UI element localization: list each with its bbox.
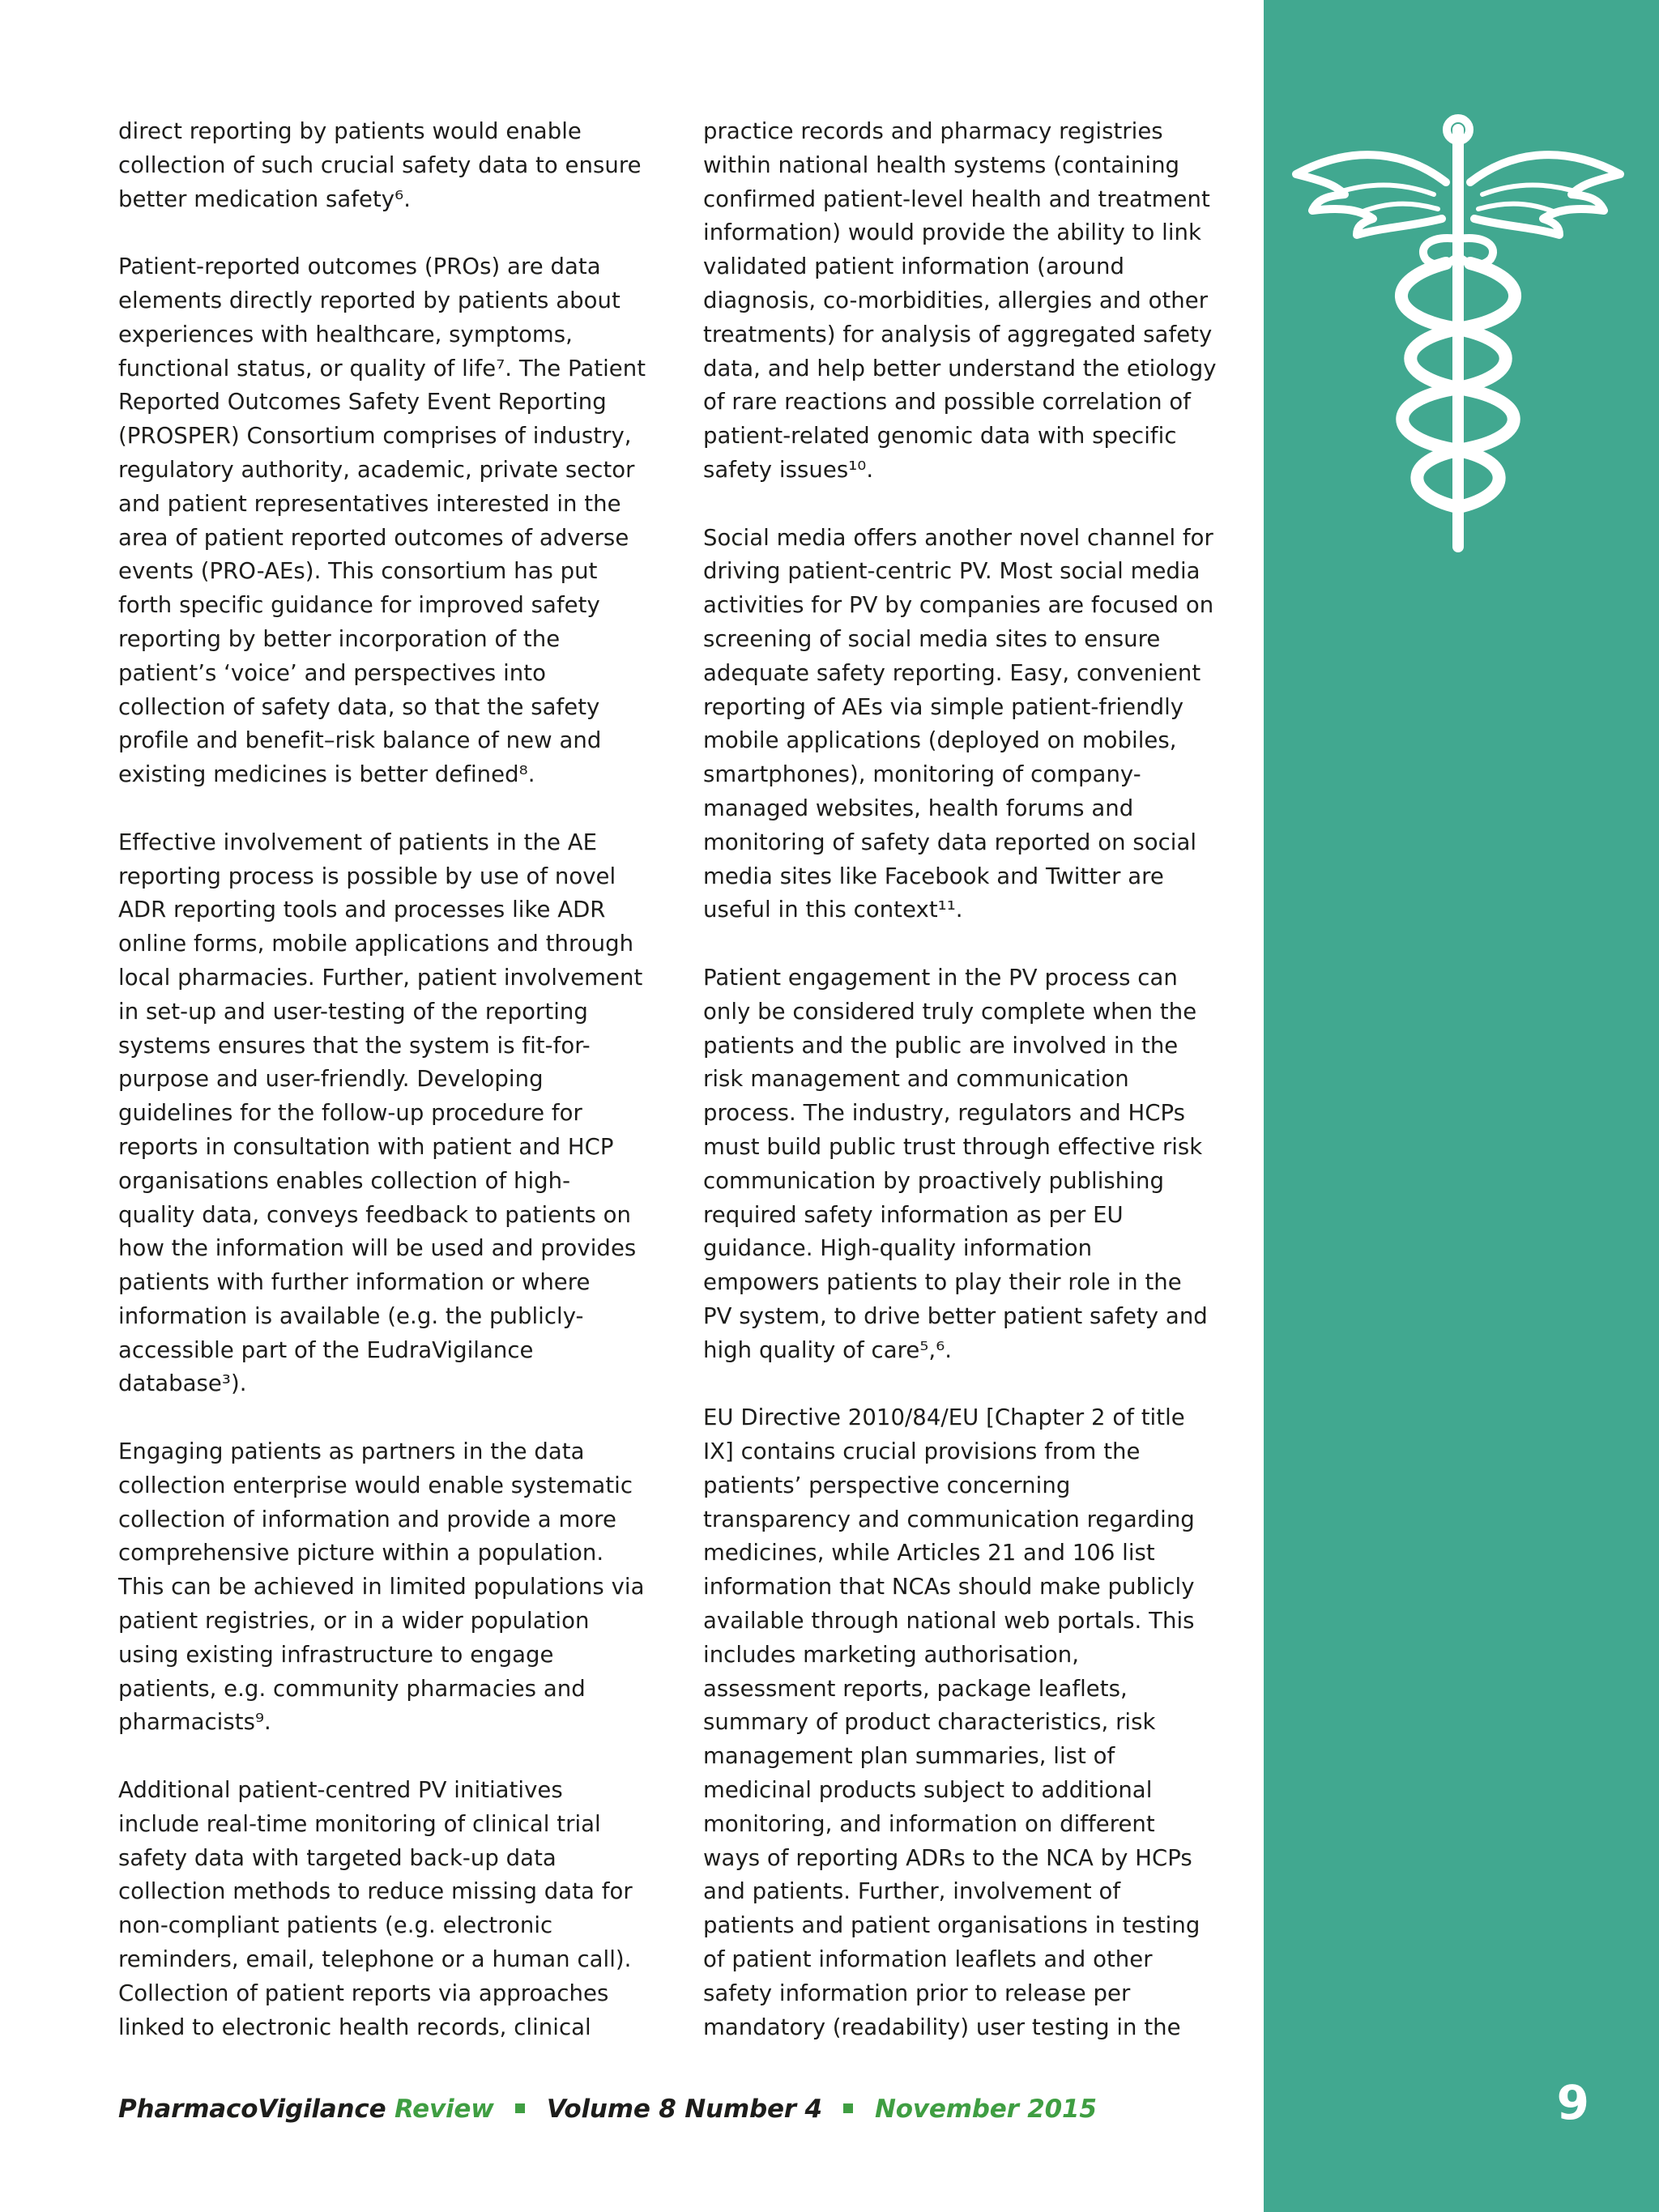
text-line: information) would provide the ability to link [703, 219, 1201, 246]
text-line: practice records and pharmacy registries [703, 118, 1163, 144]
text-line: patients and the public are involved in the [703, 1032, 1179, 1059]
text-line: within national health systems (containing [703, 151, 1180, 178]
text-line: forth specific guidance for improved safety [118, 592, 600, 619]
text-line: Patient-reported outcomes (PROs) are data [118, 254, 601, 280]
text-line: guidelines for the follow-up procedure for [118, 1100, 582, 1127]
text-line: systems ensures that the system is fit-for- [118, 1032, 591, 1059]
text-line: collection enterprise would enable systematic [118, 1472, 633, 1498]
right-paragraph [703, 1401, 1246, 2044]
text-line: pharmacists⁹. [118, 1709, 271, 1736]
text-line: medicinal products subject to additional [703, 1777, 1153, 1804]
text-line: collection of safety data, so that the safety [118, 693, 600, 720]
text-line: better medication safety⁶. [118, 185, 412, 212]
text-line: and patients. Further, involvement of [703, 1878, 1121, 1905]
text-line: of patient information leaflets and other [703, 1946, 1153, 1973]
text-line: high quality of care⁵,⁶. [703, 1336, 953, 1363]
text-line: regulatory authority, academic, private sector [118, 456, 635, 483]
right-paragraph [703, 522, 1246, 928]
text-line: profile and benefit–risk balance of new and [118, 727, 602, 754]
text-line: diagnosis, co-morbidities, allergies and other [703, 287, 1209, 313]
text-line: organisations enables collection of high- [118, 1167, 571, 1194]
text-line: mandatory (readability) user testing in the [703, 2014, 1181, 2040]
text-line: Effective involvement of patients in the AE [118, 829, 597, 855]
text-line: includes marketing authorisation, [703, 1641, 1080, 1668]
text-line: Patient engagement in the PV process can [703, 964, 1178, 991]
left-paragraph [118, 1435, 661, 1740]
square-bullet-icon [843, 2103, 853, 2113]
text-line: local pharmacies. Further, patient involvement [118, 964, 643, 991]
text-line: experiences with healthcare, symptoms, [118, 321, 573, 347]
text-line: patients’ perspective concerning [703, 1472, 1071, 1498]
journal-name: PharmacoVigilance [118, 2095, 386, 2124]
text-line: patient’s ‘voice’ and perspectives into [118, 659, 546, 686]
text-line: Reported Outcomes Safety Event Reporting [118, 389, 607, 416]
journal-review: Review [394, 2095, 494, 2124]
text-line: purpose and user-friendly. Developing [118, 1066, 544, 1093]
text-line: existing medicines is better defined⁸. [118, 761, 535, 788]
text-line: include real-time monitoring of clinical trial [118, 1810, 601, 1837]
text-line: smartphones), monitoring of company- [703, 761, 1141, 788]
text-line: reporting process is possible by use of novel [118, 863, 616, 889]
right-paragraph [703, 115, 1246, 488]
text-line: process. The industry, regulators and HCPs [703, 1100, 1186, 1127]
text-line: assessment reports, package leaflets, [703, 1675, 1128, 1702]
text-line: using existing infrastructure to engage [118, 1641, 554, 1668]
text-line: Engaging patients as partners in the data [118, 1438, 585, 1465]
text-line: ways of reporting ADRs to the NCA by HCPs [703, 1844, 1192, 1871]
text-line: quality data, conveys feedback to patients on [118, 1201, 632, 1228]
text-line: reporting of AEs via simple patient-friendly [703, 693, 1184, 720]
text-line: accessible part of the EudraVigilance [118, 1336, 534, 1363]
text-line: communication by proactively publishing [703, 1167, 1164, 1194]
text-line: safety information prior to release per [703, 1980, 1131, 2006]
text-line: safety issues¹⁰. [703, 456, 874, 483]
text-line: monitoring, and information on different [703, 1810, 1155, 1837]
text-line: patients and patient organisations in testing [703, 1912, 1201, 1939]
text-line: driving patient-centric PV. Most social media [703, 558, 1201, 585]
text-line: elements directly reported by patients about [118, 287, 621, 313]
issue-volume: Volume 8 Number 4 [546, 2095, 822, 2124]
text-line: information that NCAs should make publicly [703, 1574, 1195, 1600]
text-line: patient registries, or in a wider population [118, 1608, 590, 1634]
text-line: of rare reactions and possible correlation of [703, 389, 1191, 416]
text-line: medicines, while Articles 21 and 106 list [703, 1540, 1155, 1566]
text-line: information is available (e.g. the publicly- [118, 1302, 584, 1329]
text-line: This can be achieved in limited populations via [118, 1574, 645, 1600]
text-line: Social media offers another novel channel for [703, 524, 1213, 551]
text-line: required safety information as per EU [703, 1201, 1124, 1228]
text-line: patient-related genomic data with specific [703, 423, 1177, 450]
text-line: online forms, mobile applications and through [118, 931, 634, 957]
text-line: reports in consultation with patient and HCP [118, 1133, 614, 1160]
text-line: IX] contains crucial provisions from the [703, 1438, 1141, 1465]
text-line: monitoring of safety data reported on social [703, 829, 1197, 855]
text-line: managed websites, health forums and [703, 795, 1134, 821]
text-line: EU Directive 2010/84/EU [Chapter 2 of title [703, 1404, 1185, 1431]
text-line: how the information will be used and provides [118, 1235, 637, 1262]
caduceus-icon [1280, 105, 1636, 559]
text-line: management plan summaries, list of [703, 1743, 1115, 1770]
text-line: available through national web portals. This [703, 1608, 1195, 1634]
text-line: collection of information and provide a more [118, 1506, 616, 1532]
text-line: patients, e.g. community pharmacies and [118, 1675, 586, 1702]
footer [118, 2095, 1097, 2124]
left-paragraph [118, 115, 661, 216]
text-line: guidance. High-quality information [703, 1235, 1093, 1262]
text-line: and patient representatives interested in the [118, 490, 621, 517]
text-line: area of patient reported outcomes of adverse [118, 524, 629, 551]
text-line: comprehensive picture within a population. [118, 1540, 604, 1566]
issue-date: November 2015 [875, 2095, 1097, 2124]
left-column [118, 115, 661, 2044]
text-line: adequate safety reporting. Easy, convenient [703, 659, 1201, 686]
text-line: data, and help better understand the etiology [703, 355, 1217, 381]
square-bullet-icon [515, 2103, 525, 2113]
text-line: reporting by better incorporation of the [118, 625, 561, 652]
left-paragraph [118, 1774, 661, 2044]
right-paragraph [703, 961, 1246, 1368]
text-line: risk management and communication [703, 1066, 1129, 1093]
text-line: only be considered truly complete when the [703, 998, 1197, 1025]
text-line: activities for PV by companies are focused on [703, 592, 1214, 619]
text-line: (PROSPER) Consortium comprises of industry, [118, 423, 632, 450]
text-line: summary of product characteristics, risk [703, 1709, 1156, 1736]
text-line: functional status, or quality of life⁷. The Patient [118, 355, 646, 381]
text-line: treatments) for analysis of aggregated safety [703, 321, 1213, 347]
text-line: useful in this context¹¹. [703, 897, 963, 923]
right-column [703, 115, 1246, 2044]
text-line: reminders, email, telephone or a human call). [118, 1946, 632, 1973]
text-line: PV system, to drive better patient safety and [703, 1302, 1208, 1329]
text-line: media sites like Facebook and Twitter are [703, 863, 1164, 889]
text-line: collection of such crucial safety data to ensure [118, 151, 642, 178]
text-line: database³). [118, 1370, 247, 1397]
text-line: validated patient information (around [703, 254, 1124, 280]
text-line: ADR reporting tools and processes like ADR [118, 897, 606, 923]
text-line: safety data with targeted back-up data [118, 1844, 557, 1871]
text-line: patients with further information or where [118, 1269, 591, 1296]
text-line: linked to electronic health records, clinical [118, 2014, 591, 2040]
text-line: mobile applications (deployed on mobiles, [703, 727, 1177, 754]
text-line: must build public trust through effective risk [703, 1133, 1203, 1160]
text-line: Collection of patient reports via approaches [118, 1980, 609, 2006]
page-number: 9 [1556, 2075, 1589, 2130]
text-line: Additional patient-centred PV initiatives [118, 1777, 563, 1804]
text-line: non-compliant patients (e.g. electronic [118, 1912, 553, 1939]
text-line: direct reporting by patients would enable [118, 118, 582, 144]
left-paragraph [118, 826, 661, 1402]
text-line: collection methods to reduce missing data for [118, 1878, 633, 1905]
text-line: confirmed patient-level health and treatment [703, 185, 1210, 212]
text-line: in set-up and user-testing of the reporting [118, 998, 588, 1025]
text-line: events (PRO-AEs). This consortium has put [118, 558, 598, 585]
text-line: transparency and communication regarding [703, 1506, 1195, 1532]
text-line: empowers patients to play their role in the [703, 1269, 1182, 1296]
left-paragraph [118, 250, 661, 792]
text-line: screening of social media sites to ensure [703, 625, 1161, 652]
